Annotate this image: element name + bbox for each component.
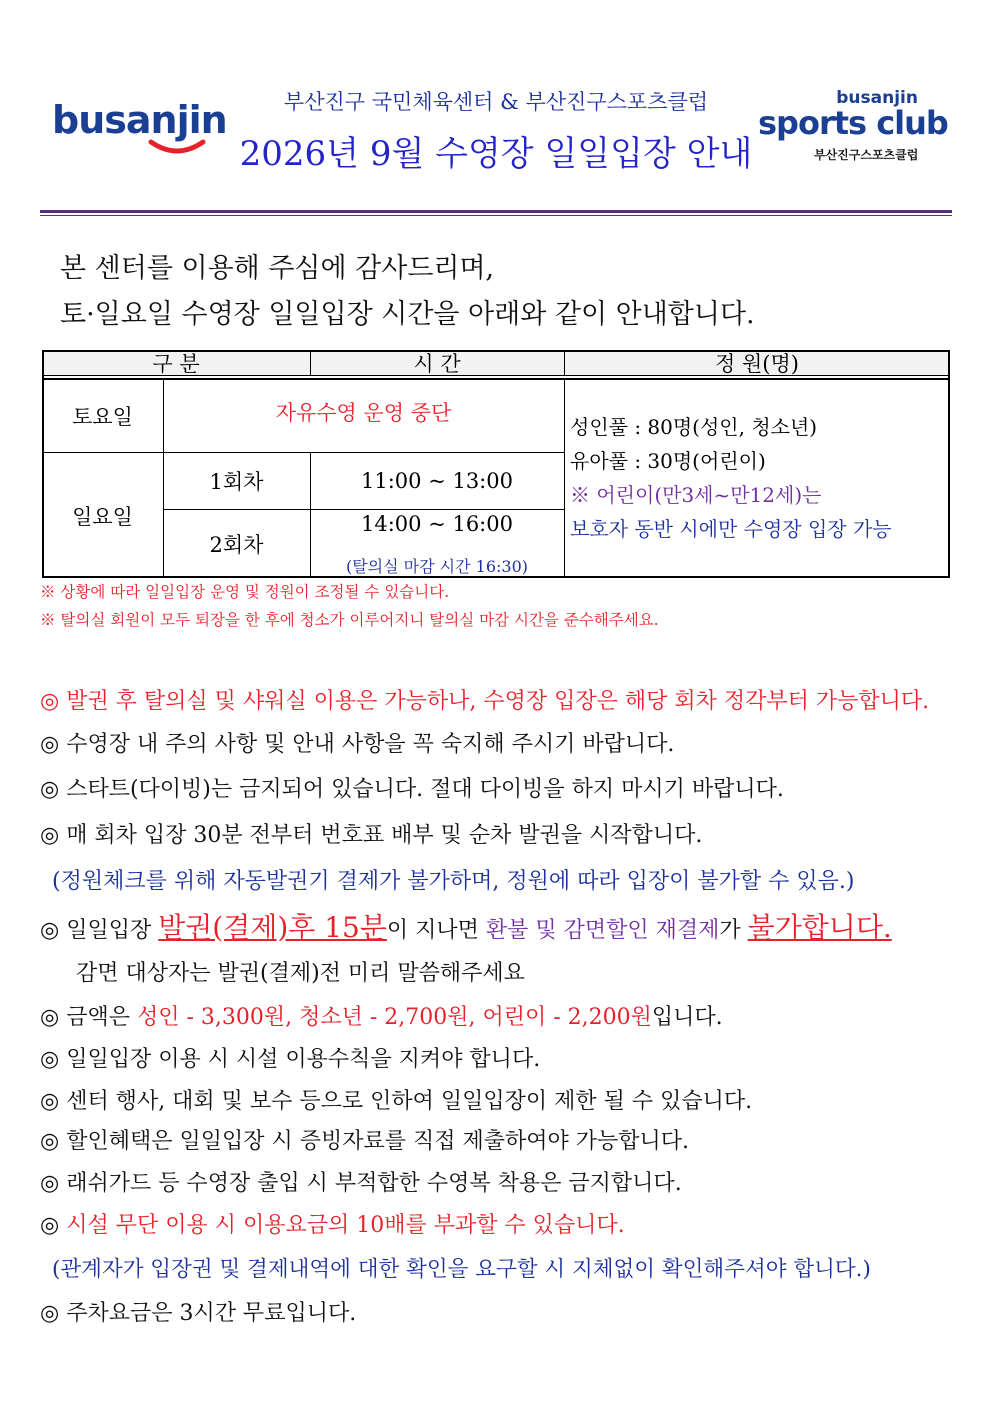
notice-item-11-text: 시설 무단 이용 시 이용요금의 10배를 부과할 수 있습니다. [66,1213,625,1238]
notice-item-4-paren: (정원체크를 위해 자동발권기 결제가 불가하며, 정원에 따라 입장이 불가할 수 있음.) [52,869,855,894]
table-note-2: ※ 탈의실 회원이 모두 퇴장을 한 후에 청소가 이루어지니 탈의실 마감 시간을 준수해주세요. [40,611,659,629]
notice-item-6 [40,1000,723,1031]
notice-item-7: ◎ 일일입장 이용 시 시설 이용수칙을 지켜야 합니다. [40,1047,541,1072]
header-divider [40,210,952,213]
capacity-guardian-note: 보호자 동반 시에만 수영장 입장 가능 [570,517,892,541]
notice-item-2: ◎ 수영장 내 주의 사항 및 안내 사항을 꼭 숙지해 주시기 바랍니다. [40,732,675,757]
notice-item-5-c: 이 지나면 [386,918,486,943]
notice-item-6-a: ◎ 금액은 [40,1005,137,1030]
session2-label: 2회차 [209,533,264,557]
notice-item-5-e: 가 [719,918,748,943]
notice-item-6-c: 입니다. [651,1005,723,1030]
sports-club-logo-big: sports club [758,104,948,142]
header-time: 시 간 [413,352,461,376]
notice-item-5-line2: 감면 대상자는 발권(결제)전 미리 말씀해주세요 [76,961,525,986]
notice-item-1 [40,684,929,715]
capacity-kids-pool: 유아풀 : 30명(어린이) [570,449,766,473]
notice-item-11-a: ◎ [40,1213,67,1238]
header-divider-thin [40,215,952,216]
sports-club-logo-sub: 부산진구스포츠클럽 [814,148,919,162]
header-subtitle: 부산진구 국민체육센터 & 부산진구스포츠클럽 [283,90,709,114]
notice-item-5-a: ◎ 일일입장 [40,918,159,943]
intro-line-1: 본 센터를 이용해 주심에 감사드리며, [60,253,495,284]
notice-item-4: ◎ 매 회차 입장 30분 전부터 번호표 배부 및 순차 발권을 시작합니다. [40,823,703,848]
sunday-label: 일요일 [72,504,133,529]
notice-item-11 [40,1208,625,1239]
session2-time: 14:00 ~ 16:00 [361,512,513,536]
notice-item-6-prices: 성인 - 3,300원, 청소년 - 2,700원, 어린이 - 2,200원 [136,1005,652,1030]
session2-note: (탈의실 마감 시간 16:30) [345,556,529,576]
capacity-child-note: ※ 어린이(만3세~만12세)는 [570,483,822,507]
schedule-table [42,350,950,578]
table-note-1: ※ 상황에 따라 일일입장 운영 및 정원이 조정될 수 있습니다. [40,583,450,601]
notice-item-5 [40,906,892,946]
saturday-label: 토요일 [72,405,133,429]
sports-club-logo-small: busanjin [836,88,918,108]
header-category: 구 분 [152,352,200,376]
saturday-status: 자유수영 운영 중단 [275,401,452,425]
notice-item-5-b: 발권(결제)후 15분 [158,911,387,944]
notice-item-8: ◎ 센터 행사, 대회 및 보수 등으로 인하여 일일입장이 제한 될 수 있습니다. [40,1089,753,1114]
notice-item-9: ◎ 할인혜택은 일일입장 시 증빙자료를 직접 제출하여야 가능합니다. [40,1129,689,1154]
notice-item-1-text: ◎ 발권 후 탈의실 및 샤워실 이용은 가능하나, 수영장 입장은 해당 회차 정각부터 가능합니다. [40,689,930,714]
notice-item-10: ◎ 래쉬가드 등 수영장 출입 시 부적합한 수영복 착용은 금지합니다. [40,1171,682,1196]
notice-item-11-paren: (관계자가 입장권 및 결제내역에 대한 확인을 요구할 시 지체없이 확인해주셔야 합니다.) [52,1257,871,1282]
capacity-adult-pool: 성인풀 : 80명(성인, 청소년) [570,415,818,439]
capacity-info [570,410,892,546]
notice-item-5-d: 환불 및 감면할인 재결제 [485,918,720,943]
header-capacity: 정 원(명) [715,352,799,376]
session1-label: 1회차 [209,470,264,494]
notice-item-5-f: 불가합니다. [747,911,892,944]
page-title: 2026년 9월 수영장 일일입장 안내 [239,134,753,174]
notice-item-12: ◎ 주차요금은 3시간 무료입니다. [40,1301,357,1326]
intro-line-2: 토·일요일 수영장 일일입장 시간을 아래와 같이 안내합니다. [60,299,755,330]
notice-item-3: ◎ 스타트(다이빙)는 금지되어 있습니다. 절대 다이빙을 하지 마시기 바랍니다. [40,777,784,802]
session1-time: 11:00 ~ 13:00 [361,469,513,493]
busanjin-logo-text: busanjin [52,98,227,142]
